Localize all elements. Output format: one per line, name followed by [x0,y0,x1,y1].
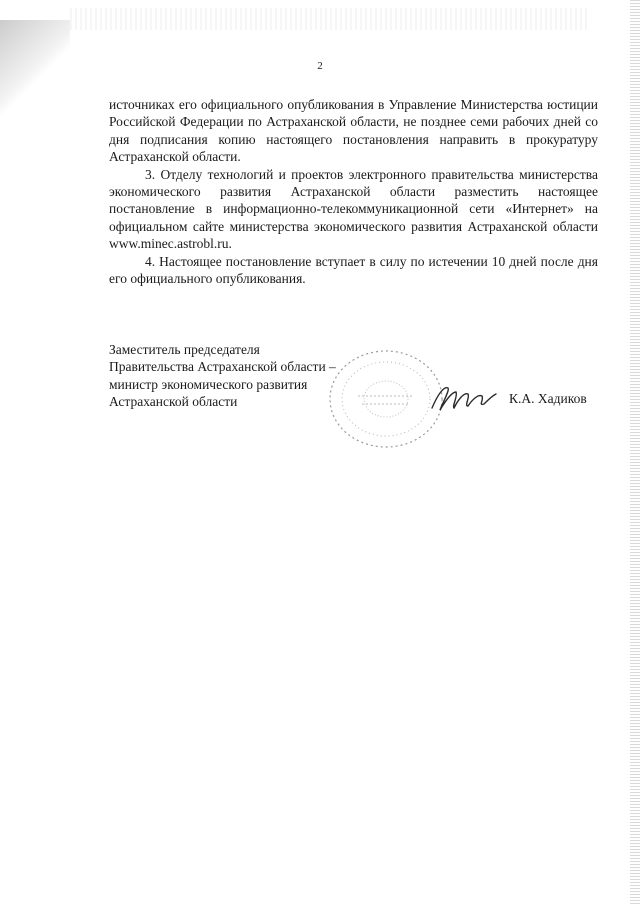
position-line: Заместитель председателя [109,342,260,357]
paragraph-continuation: источниках его официального опубликования в Управление Министерства юстиции Российской Федерации по Астраханской области, не позднее семи рабочих дней со дня подписания копию настоящего постановления направить в прокуратуру Астраханской области. [109,97,598,165]
scan-noise-right-edge [630,0,640,905]
scan-noise-top [70,8,590,30]
handwritten-signature [428,382,498,414]
position-line: Астраханской области [109,394,238,410]
paragraph-item-4: 4. Настоящее постановление вступает в силу по истечении 10 дней после дня его официального опубликования. [109,253,598,287]
paragraph-item-3: 3. Отделу технологий и проектов электронного правительства министерства экономического развития Астраханской области разместить настоящее постановление в информационно-телекоммуникационной сети «Интернет» на официальном сайте министерства экономического развития Астраханской области www.minec.astrobl.ru. [109,166,598,252]
scan-shadow-corner [0,20,70,130]
position-line: министр экономического развития [109,376,308,392]
position-line: Правительства Астраханской области – [109,359,336,375]
signatory-name: К.А. Хадиков [509,391,587,406]
page-number: 2 [317,60,323,72]
body-text [109,96,598,287]
